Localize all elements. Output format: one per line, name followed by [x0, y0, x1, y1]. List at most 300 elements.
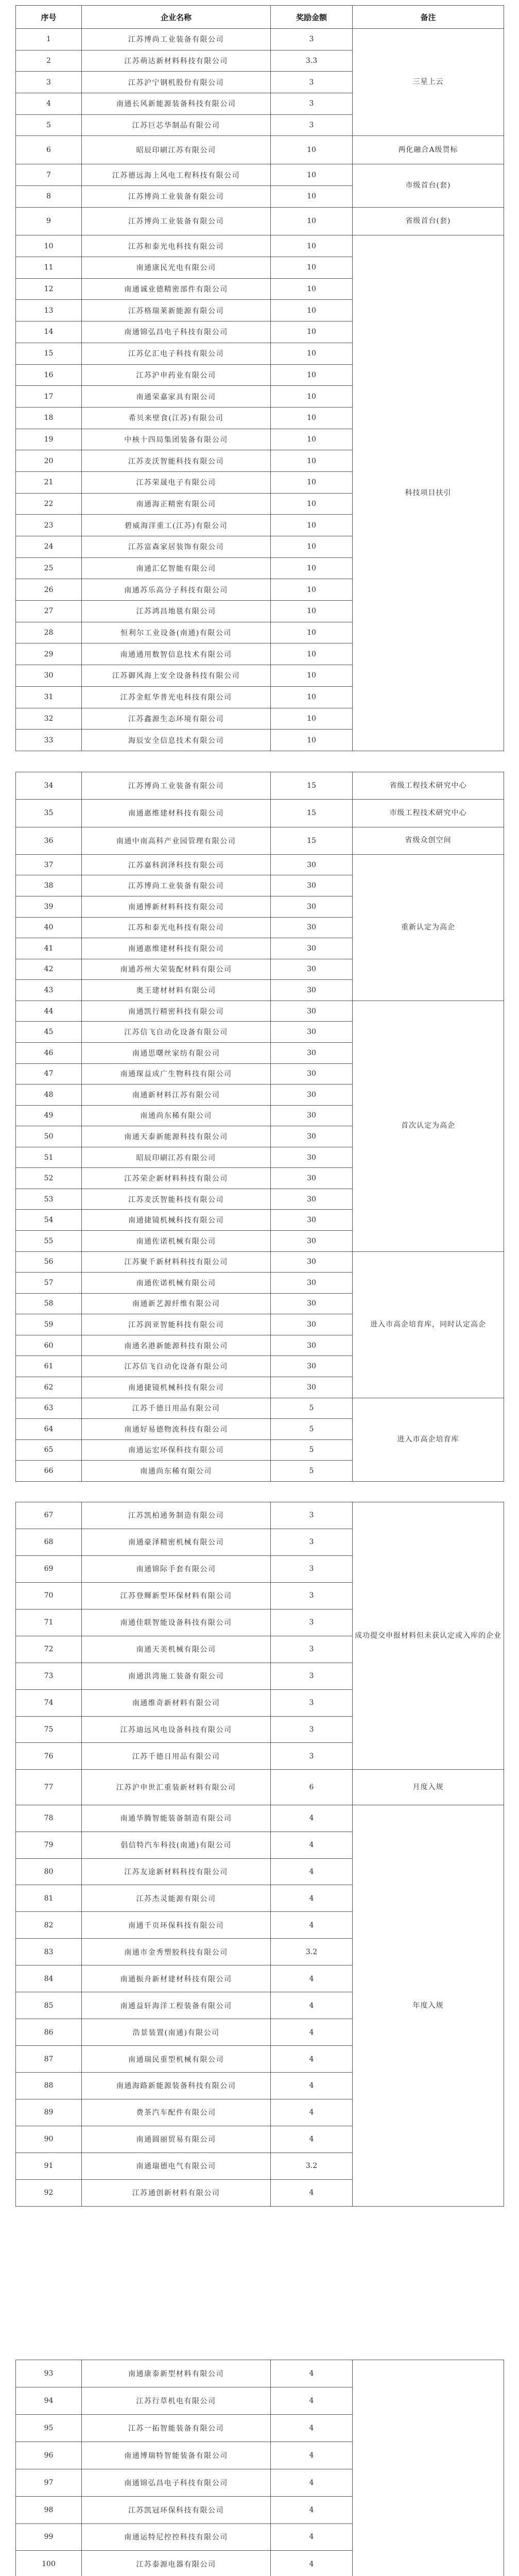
award-amount: 30 — [271, 1105, 353, 1126]
award-amount: 10 — [271, 364, 353, 386]
award-amount: 4 — [271, 2073, 353, 2099]
company-name: 南通好易德物流科技有限公司 — [82, 1419, 271, 1440]
row-number: 83 — [16, 1939, 82, 1965]
award-amount: 4 — [271, 2126, 353, 2153]
table-row — [16, 164, 504, 186]
row-number: 3 — [16, 72, 82, 93]
row-number: 8 — [16, 185, 82, 207]
remark-cell: 月度入规 — [353, 1770, 504, 1805]
company-name: 南通锦弘昌电子科技有限公司 — [82, 321, 271, 343]
row-number: 94 — [16, 2387, 82, 2414]
row-number: 9 — [16, 207, 82, 235]
company-name: 江苏千德日用品有限公司 — [82, 1398, 271, 1419]
company-name: 南通华腾智能装备制造有限公司 — [82, 1805, 271, 1832]
company-name: 希贝来壁食(江苏)有限公司 — [82, 407, 271, 429]
row-number: 19 — [16, 429, 82, 450]
row-number: 4 — [16, 93, 82, 115]
award-amount: 10 — [271, 300, 353, 321]
company-name: 南通瑞德电气有限公司 — [82, 2153, 271, 2179]
table-header-row — [16, 6, 504, 29]
company-name: 南通圆丽贸易有限公司 — [82, 2126, 271, 2153]
company-name: 倡信特汽车科技(南通)有限公司 — [82, 1832, 271, 1858]
row-number: 87 — [16, 2046, 82, 2073]
row-number: 55 — [16, 1231, 82, 1252]
award-table-segment-2 — [15, 772, 504, 1482]
row-number: 40 — [16, 917, 82, 938]
row-number: 11 — [16, 257, 82, 279]
row-number: 97 — [16, 2469, 82, 2496]
award-amount: 3 — [271, 93, 353, 115]
award-amount: 10 — [271, 429, 353, 450]
award-amount: 3 — [271, 1663, 353, 1689]
award-amount: 10 — [271, 686, 353, 708]
table-row — [16, 1805, 504, 1832]
company-name: 江苏登輝新型环保材料有限公司 — [82, 1582, 271, 1609]
company-name: 江苏友途新材料科技有限公司 — [82, 1858, 271, 1885]
award-amount: 4 — [271, 1965, 353, 1992]
award-amount: 5 — [271, 1419, 353, 1440]
company-name: 江苏千德日用品有限公司 — [82, 1743, 271, 1770]
row-number: 44 — [16, 1001, 82, 1022]
award-amount: 30 — [271, 1001, 353, 1022]
company-name: 南通中南高科产业园管理有限公司 — [82, 827, 271, 854]
company-name: 南通海正精密有限公司 — [82, 493, 271, 515]
award-amount: 30 — [271, 938, 353, 959]
table-row — [16, 827, 504, 854]
row-number: 91 — [16, 2153, 82, 2179]
company-name: 南通维奇新材料有限公司 — [82, 1689, 271, 1716]
company-name: 费茶汽车配件有限公司 — [82, 2099, 271, 2126]
award-amount: 4 — [271, 1912, 353, 1939]
award-amount: 10 — [271, 622, 353, 643]
award-amount: 5 — [271, 1461, 353, 1482]
award-amount: 10 — [271, 278, 353, 300]
award-amount: 10 — [271, 536, 353, 558]
company-name: 江苏鸿昌地毯有限公司 — [82, 601, 271, 622]
row-number: 34 — [16, 772, 82, 800]
company-name: 江苏迪远风电设备科技有限公司 — [82, 1716, 271, 1743]
award-amount: 30 — [271, 1063, 353, 1084]
award-amount: 30 — [271, 1189, 353, 1210]
row-number: 69 — [16, 1555, 82, 1582]
award-amount: 30 — [271, 1273, 353, 1294]
row-number: 51 — [16, 1147, 82, 1168]
row-number: 81 — [16, 1885, 82, 1912]
company-name: 江苏麦沃智能科技有限公司 — [82, 1189, 271, 1210]
row-number: 71 — [16, 1609, 82, 1636]
company-name: 南通天美机械有限公司 — [82, 1636, 271, 1663]
company-name: 江苏博尚工业装备有限公司 — [82, 207, 271, 235]
company-name: 南通苏乐高分子科技有限公司 — [82, 579, 271, 601]
company-name: 江苏沪宁钢机股份有限公司 — [82, 72, 271, 93]
table-row — [16, 772, 504, 800]
award-amount: 10 — [271, 235, 353, 257]
row-number: 59 — [16, 1314, 82, 1335]
award-table-segment-4 — [15, 2360, 504, 2576]
company-name: 江苏鑫源生态环境有限公司 — [82, 708, 271, 730]
award-amount: 10 — [271, 185, 353, 207]
award-amount: 3 — [271, 1716, 353, 1743]
row-number: 60 — [16, 1335, 82, 1356]
company-name: 南通运宏环保科技有限公司 — [82, 1439, 271, 1461]
company-name: 南通思曙丝家纺有限公司 — [82, 1042, 271, 1063]
award-amount: 4 — [271, 2496, 353, 2523]
row-number: 25 — [16, 557, 82, 579]
company-name: 南通洪湾施工装备有限公司 — [82, 1663, 271, 1689]
award-amount: 15 — [271, 827, 353, 854]
row-number: 66 — [16, 1461, 82, 1482]
row-number: 70 — [16, 1582, 82, 1609]
company-name: 南通锦弘昌电子科技有限公司 — [82, 2469, 271, 2496]
award-amount: 30 — [271, 875, 353, 896]
row-number: 30 — [16, 665, 82, 687]
company-name: 江苏御风海上安全设备科技有限公司 — [82, 665, 271, 687]
row-number: 86 — [16, 2019, 82, 2046]
company-name: 江苏金虹华普光电科技有限公司 — [82, 686, 271, 708]
company-name: 江苏信飞自动化设备有限公司 — [82, 1022, 271, 1043]
row-number: 36 — [16, 827, 82, 854]
award-amount: 4 — [271, 1885, 353, 1912]
company-name: 江苏荣晟电子有限公司 — [82, 471, 271, 493]
remark-cell: 市级首台(套) — [353, 164, 504, 207]
row-number: 15 — [16, 343, 82, 364]
company-name: 江苏聚千新材料科技有限公司 — [82, 1251, 271, 1273]
row-number: 64 — [16, 1419, 82, 1440]
company-name: 南通天泰新能源科技有限公司 — [82, 1126, 271, 1147]
company-name: 南通千页环保科技有限公司 — [82, 1912, 271, 1939]
company-name: 海辰安全信息技术有限公司 — [82, 730, 271, 751]
header-company: 企业名称 — [82, 6, 271, 29]
company-name: 南通惠维建材科技有限公司 — [82, 800, 271, 827]
award-amount: 10 — [271, 471, 353, 493]
row-number: 13 — [16, 300, 82, 321]
remark-cell: 重新认定为高企 — [353, 854, 504, 1001]
award-amount: 3 — [271, 1743, 353, 1770]
row-number: 65 — [16, 1439, 82, 1461]
award-amount: 10 — [271, 257, 353, 279]
row-number: 78 — [16, 1805, 82, 1832]
row-number: 17 — [16, 386, 82, 408]
header-remark: 备注 — [353, 6, 504, 29]
award-amount: 3 — [271, 1582, 353, 1609]
award-amount: 4 — [271, 2442, 353, 2469]
row-number: 28 — [16, 622, 82, 643]
company-name: 江苏沪申药业有限公司 — [82, 364, 271, 386]
company-name: 南通锦际手套有限公司 — [82, 1555, 271, 1582]
award-amount: 30 — [271, 980, 353, 1001]
award-amount: 4 — [271, 2019, 353, 2046]
company-name: 南通振舟新材建材科技有限公司 — [82, 1965, 271, 1992]
company-name: 奥王建材材料有限公司 — [82, 980, 271, 1001]
company-name: 江苏博尚工业装备有限公司 — [82, 875, 271, 896]
company-name: 南通新材料江苏有限公司 — [82, 1084, 271, 1106]
row-number: 49 — [16, 1105, 82, 1126]
row-number: 89 — [16, 2099, 82, 2126]
award-amount: 10 — [271, 730, 353, 751]
award-amount: 10 — [271, 493, 353, 515]
row-number: 39 — [16, 896, 82, 918]
company-name: 江苏凯柏通务制造有限公司 — [82, 1502, 271, 1529]
table-row — [16, 1251, 504, 1273]
award-amount: 30 — [271, 1356, 353, 1377]
company-name: 南通佐诺机械有限公司 — [82, 1231, 271, 1252]
award-table-segment-3 — [15, 1502, 504, 2207]
award-amount: 30 — [271, 1022, 353, 1043]
company-name: 南通益轩海洋工程装备有限公司 — [82, 1992, 271, 2019]
company-name: 南通康泰新型材料有限公司 — [82, 2360, 271, 2387]
award-amount: 30 — [271, 1293, 353, 1314]
award-amount: 3 — [271, 1529, 353, 1555]
company-name: 江苏格瑞莱新能源有限公司 — [82, 300, 271, 321]
company-name: 江苏沪申世汇重装新材料有限公司 — [82, 1770, 271, 1805]
award-amount: 4 — [271, 1832, 353, 1858]
row-number: 82 — [16, 1912, 82, 1939]
row-number: 93 — [16, 2360, 82, 2387]
table-row — [16, 800, 504, 827]
row-number: 79 — [16, 1832, 82, 1858]
award-amount: 10 — [271, 136, 353, 164]
award-amount: 10 — [271, 386, 353, 408]
row-number: 68 — [16, 1529, 82, 1555]
award-amount: 30 — [271, 1231, 353, 1252]
award-amount: 10 — [271, 665, 353, 687]
company-name: 中核十四局集团装备有限公司 — [82, 429, 271, 450]
row-number: 41 — [16, 938, 82, 959]
award-amount: 4 — [271, 2469, 353, 2496]
award-amount: 10 — [271, 643, 353, 665]
row-number: 96 — [16, 2442, 82, 2469]
company-name: 南通尚东稀有限公司 — [82, 1105, 271, 1126]
award-amount: 30 — [271, 1314, 353, 1335]
company-name: 南通海路新能源装备科技有限公司 — [82, 2073, 271, 2099]
row-number: 48 — [16, 1084, 82, 1106]
award-amount: 10 — [271, 557, 353, 579]
award-amount: 5 — [271, 1398, 353, 1419]
remark-cell: 成功提交申报材料但未获认定或入库的企业 — [353, 1502, 504, 1770]
award-amount: 30 — [271, 1210, 353, 1231]
row-number: 61 — [16, 1356, 82, 1377]
company-name: 南通荣嘉家具有限公司 — [82, 386, 271, 408]
award-amount: 3 — [271, 1636, 353, 1663]
row-number: 99 — [16, 2523, 82, 2551]
company-name: 昭辰印刷江苏有限公司 — [82, 136, 271, 164]
award-amount: 30 — [271, 1084, 353, 1106]
remark-cell: 省级众创空间 — [353, 827, 504, 854]
company-name: 江苏富森家居装饰有限公司 — [82, 536, 271, 558]
row-number: 47 — [16, 1063, 82, 1084]
award-amount: 10 — [271, 708, 353, 730]
row-number: 77 — [16, 1770, 82, 1805]
award-amount: 15 — [271, 772, 353, 800]
row-number: 62 — [16, 1377, 82, 1398]
company-name: 南通惠维建材科技有限公司 — [82, 938, 271, 959]
table-row — [16, 854, 504, 875]
award-amount: 6 — [271, 1770, 353, 1805]
company-name: 南通豪泽精密机械有限公司 — [82, 1529, 271, 1555]
company-name: 南通苏州大荣装配材料有限公司 — [82, 959, 271, 980]
table-row — [16, 2360, 504, 2387]
row-number: 5 — [16, 114, 82, 136]
row-number: 57 — [16, 1273, 82, 1294]
header-amount: 奖励金额 — [271, 6, 353, 29]
remark-cell: 两化融合A级贯标 — [353, 136, 504, 164]
award-amount: 30 — [271, 1168, 353, 1189]
company-name: 碧威海洋重工(江苏)有限公司 — [82, 515, 271, 536]
row-number: 45 — [16, 1022, 82, 1043]
award-amount: 4 — [271, 2387, 353, 2414]
row-number: 37 — [16, 854, 82, 875]
company-name: 江苏博尚工业装备有限公司 — [82, 185, 271, 207]
company-name: 江苏荣企新材料科技有限公司 — [82, 1168, 271, 1189]
award-amount: 10 — [271, 343, 353, 364]
row-number: 52 — [16, 1168, 82, 1189]
row-number: 26 — [16, 579, 82, 601]
company-name: 江苏泰源电器有限公司 — [82, 2551, 271, 2576]
company-name: 南通琛益成广生物科技有限公司 — [82, 1063, 271, 1084]
table-row — [16, 1770, 504, 1805]
company-name: 南通通用数智信息技术有限公司 — [82, 643, 271, 665]
company-name: 江苏巨芯华制品有限公司 — [82, 114, 271, 136]
award-amount: 30 — [271, 1335, 353, 1356]
row-number: 32 — [16, 708, 82, 730]
remark-cell: 年度入规 — [353, 1805, 504, 2206]
row-number: 75 — [16, 1716, 82, 1743]
row-number: 58 — [16, 1293, 82, 1314]
company-name: 南通捷镜机械科技有限公司 — [82, 1377, 271, 1398]
row-number: 1 — [16, 29, 82, 50]
award-amount: 30 — [271, 896, 353, 918]
company-name: 浩景装置(南通)有限公司 — [82, 2019, 271, 2046]
award-amount: 4 — [271, 2179, 353, 2206]
award-amount: 10 — [271, 579, 353, 601]
company-name: 南通博瑞特智能装备有限公司 — [82, 2442, 271, 2469]
row-number: 53 — [16, 1189, 82, 1210]
company-name: 江苏凯冠环保科技有限公司 — [82, 2496, 271, 2523]
company-name: 江苏德远海上风电工程科技有限公司 — [82, 164, 271, 186]
remark-cell: 三星上云 — [353, 29, 504, 136]
company-name: 南通博新材料科技有限公司 — [82, 896, 271, 918]
row-number: 29 — [16, 643, 82, 665]
award-amount: 30 — [271, 917, 353, 938]
company-name: 江苏和泰光电科技有限公司 — [82, 917, 271, 938]
company-name: 江苏亿汇电子科技有限公司 — [82, 343, 271, 364]
company-name: 江苏通创新材料有限公司 — [82, 2179, 271, 2206]
row-number: 73 — [16, 1663, 82, 1689]
company-name: 江苏行草机电有限公司 — [82, 2387, 271, 2414]
award-amount: 4 — [271, 1858, 353, 1885]
row-number: 72 — [16, 1636, 82, 1663]
company-name: 南通汇亿智能有限公司 — [82, 557, 271, 579]
award-amount: 3 — [271, 72, 353, 93]
award-amount: 3 — [271, 1609, 353, 1636]
award-amount: 5 — [271, 1439, 353, 1461]
remark-cell: 首次认定为高企 — [353, 1001, 504, 1251]
row-number: 23 — [16, 515, 82, 536]
table-row — [16, 1398, 504, 1419]
row-number: 21 — [16, 471, 82, 493]
table-row — [16, 1001, 504, 1022]
award-amount: 30 — [271, 1126, 353, 1147]
award-amount: 4 — [271, 2099, 353, 2126]
row-number: 2 — [16, 50, 82, 72]
award-amount: 30 — [271, 1251, 353, 1273]
award-amount: 10 — [271, 450, 353, 472]
company-name: 南通长风新能源装备科技有限公司 — [82, 93, 271, 115]
company-name: 南通捷镜机械科技有限公司 — [82, 1210, 271, 1231]
row-number: 54 — [16, 1210, 82, 1231]
company-name: 江苏杰灵能源有限公司 — [82, 1885, 271, 1912]
award-amount: 30 — [271, 854, 353, 875]
company-name: 江苏润亚智能科技有限公司 — [82, 1314, 271, 1335]
company-name: 南通瑞民重型机械有限公司 — [82, 2046, 271, 2073]
award-amount: 4 — [271, 2551, 353, 2576]
row-number: 38 — [16, 875, 82, 896]
row-number: 76 — [16, 1743, 82, 1770]
company-name: 江苏和泰光电科技有限公司 — [82, 235, 271, 257]
company-name: 南通佐诺机械有限公司 — [82, 1273, 271, 1294]
award-amount: 30 — [271, 1377, 353, 1398]
company-name: 江苏信飞自动化设备有限公司 — [82, 1356, 271, 1377]
award-amount: 4 — [271, 2360, 353, 2387]
award-table-segment-1 — [15, 5, 504, 751]
company-name: 江苏嘉科润泽科技有限公司 — [82, 854, 271, 875]
company-name: 南通佳联智能设备科技有限公司 — [82, 1609, 271, 1636]
award-amount: 30 — [271, 959, 353, 980]
award-amount: 3 — [271, 114, 353, 136]
remark-cell: 科技项目扶引 — [353, 235, 504, 751]
remark-cell: 省级工程技术研究中心 — [353, 772, 504, 800]
table-row — [16, 1502, 504, 1529]
row-number: 12 — [16, 278, 82, 300]
row-number: 20 — [16, 450, 82, 472]
row-number: 10 — [16, 235, 82, 257]
remark-cell: 市级工程技术研究中心 — [353, 800, 504, 827]
row-number: 33 — [16, 730, 82, 751]
company-name: 江苏一拓智能装备有限公司 — [82, 2414, 271, 2442]
award-amount: 15 — [271, 800, 353, 827]
row-number: 27 — [16, 601, 82, 622]
remark-cell: 省级首台(套) — [353, 207, 504, 235]
award-amount: 4 — [271, 1805, 353, 1832]
award-amount: 3.3 — [271, 50, 353, 72]
row-number: 16 — [16, 364, 82, 386]
award-amount: 3 — [271, 1689, 353, 1716]
row-number: 85 — [16, 1992, 82, 2019]
company-name: 南通尚东稀有限公司 — [82, 1461, 271, 1482]
company-name: 江苏博尚工业装备有限公司 — [82, 29, 271, 50]
award-amount: 10 — [271, 407, 353, 429]
row-number: 35 — [16, 800, 82, 827]
award-amount: 30 — [271, 1042, 353, 1063]
award-amount: 3.2 — [271, 1939, 353, 1965]
award-amount: 4 — [271, 2523, 353, 2551]
row-number: 31 — [16, 686, 82, 708]
award-amount: 4 — [271, 1992, 353, 2019]
award-amount: 4 — [271, 2414, 353, 2442]
company-name: 南通市金秀塑胶科技有限公司 — [82, 1939, 271, 1965]
table-row — [16, 235, 504, 257]
remark-cell: 进入市高企培育库，同时认定高企 — [353, 1251, 504, 1398]
award-amount: 10 — [271, 321, 353, 343]
award-amount: 3 — [271, 1502, 353, 1529]
award-amount: 10 — [271, 207, 353, 235]
company-name: 南通凯行精密科技有限公司 — [82, 1001, 271, 1022]
row-number: 90 — [16, 2126, 82, 2153]
company-name: 江苏麦沃智能科技有限公司 — [82, 450, 271, 472]
company-name: 江苏萌达新材料科技有限公司 — [82, 50, 271, 72]
row-number: 56 — [16, 1251, 82, 1273]
row-number: 92 — [16, 2179, 82, 2206]
